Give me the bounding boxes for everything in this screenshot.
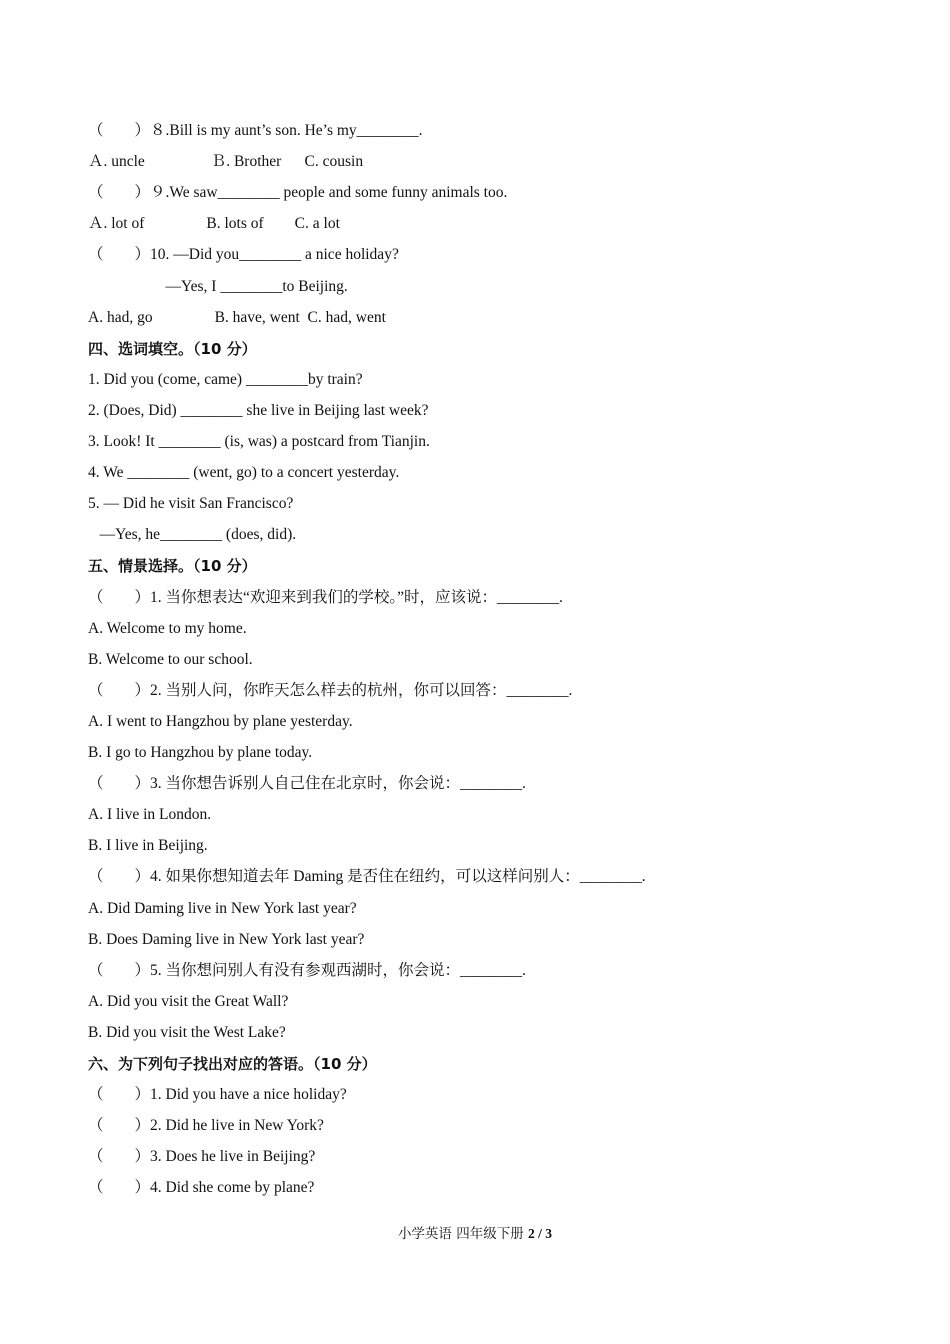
section-heading: 五、情景选择。（10 分）	[88, 557, 257, 576]
question-line: （ ）4. 如果你想知道去年 Daming 是否住在纽约，可以这样问别人：________.	[88, 868, 646, 886]
question-line: 3. Look! It ________ (is, was) a postcard from Tianjin.	[88, 433, 430, 450]
question-line: （ ）2. 当别人问，你昨天怎么样去的杭州，你可以回答：________.	[88, 681, 573, 699]
answer-option-line: A. I live in London.	[88, 806, 212, 824]
question-line: 1. Did you (come, came) ________by train?	[88, 370, 363, 388]
question-line: —Yes, he________ (does, did).	[88, 526, 297, 544]
answer-option-line: A. Did you visit the Great Wall?	[88, 992, 289, 1010]
answer-option-line: B. Does Daming live in New York last year?	[88, 930, 365, 948]
answer-option-line: A. Welcome to my home.	[88, 619, 247, 637]
question-line: （ ）2. Did he live in New York?	[88, 1117, 324, 1135]
question-line: （ ）1. Did you have a nice holiday?	[88, 1086, 347, 1104]
answer-option-line: A. had, go B. have, went C. had, went	[88, 308, 386, 326]
question-line: （ ）3. Does he live in Beijing?	[88, 1148, 316, 1166]
page-footer	[0, 1225, 950, 1243]
answer-option-line: B. I go to Hangzhou by plane today.	[88, 744, 313, 761]
footer-label: 小学英语 四年级下册	[397, 1226, 529, 1242]
answer-option-line: A. I went to Hangzhou by plane yesterday.	[88, 712, 353, 730]
page-number: 2 / 3	[528, 1226, 553, 1241]
question-line: （ ）８.Bill is my aunt’s son. He’s my________.	[88, 122, 423, 139]
section-heading: 四、选词填空。（10 分）	[88, 339, 257, 358]
question-line: （ ）4. Did she come by plane?	[88, 1179, 315, 1197]
question-line: （ ）９.We saw________ people and some funny animals too.	[88, 184, 508, 202]
question-line: （ ）5. 当你想问别人有没有参观西湖时，你会说：________.	[88, 961, 526, 979]
answer-option-line: B. Did you visit the West Lake?	[88, 1023, 286, 1041]
answer-option-line: Ａ. lot of B. lots of C. a lot	[88, 215, 340, 233]
question-line: （ ）3. 当你想告诉别人自己住在北京时，你会说：________.	[88, 775, 526, 793]
question-line: 5. — Did he visit San Francisco?	[88, 495, 294, 513]
answer-option-line: B. Welcome to our school.	[88, 650, 253, 668]
section-heading: 六、为下列句子找出对应的答语。（10 分）	[88, 1055, 377, 1073]
question-line: （ ）1. 当你想表达“欢迎来到我们的学校。”时，应该说：________.	[88, 588, 563, 606]
question-line: 2. (Does, Did) ________ she live in Beijing last week?	[88, 401, 429, 419]
answer-option-line: Ａ. uncle Ｂ. Brother C. cousin	[88, 153, 364, 171]
question-line: —Yes, I ________to Beijing.	[88, 277, 348, 295]
answer-option-line: A. Did Daming live in New York last year?	[88, 899, 357, 917]
answer-option-line: B. I live in Beijing.	[88, 837, 208, 855]
question-line: 4. We ________ (went, go) to a concert yesterday.	[88, 464, 400, 482]
question-line: （ ）10. —Did you________ a nice holiday?	[88, 246, 399, 264]
